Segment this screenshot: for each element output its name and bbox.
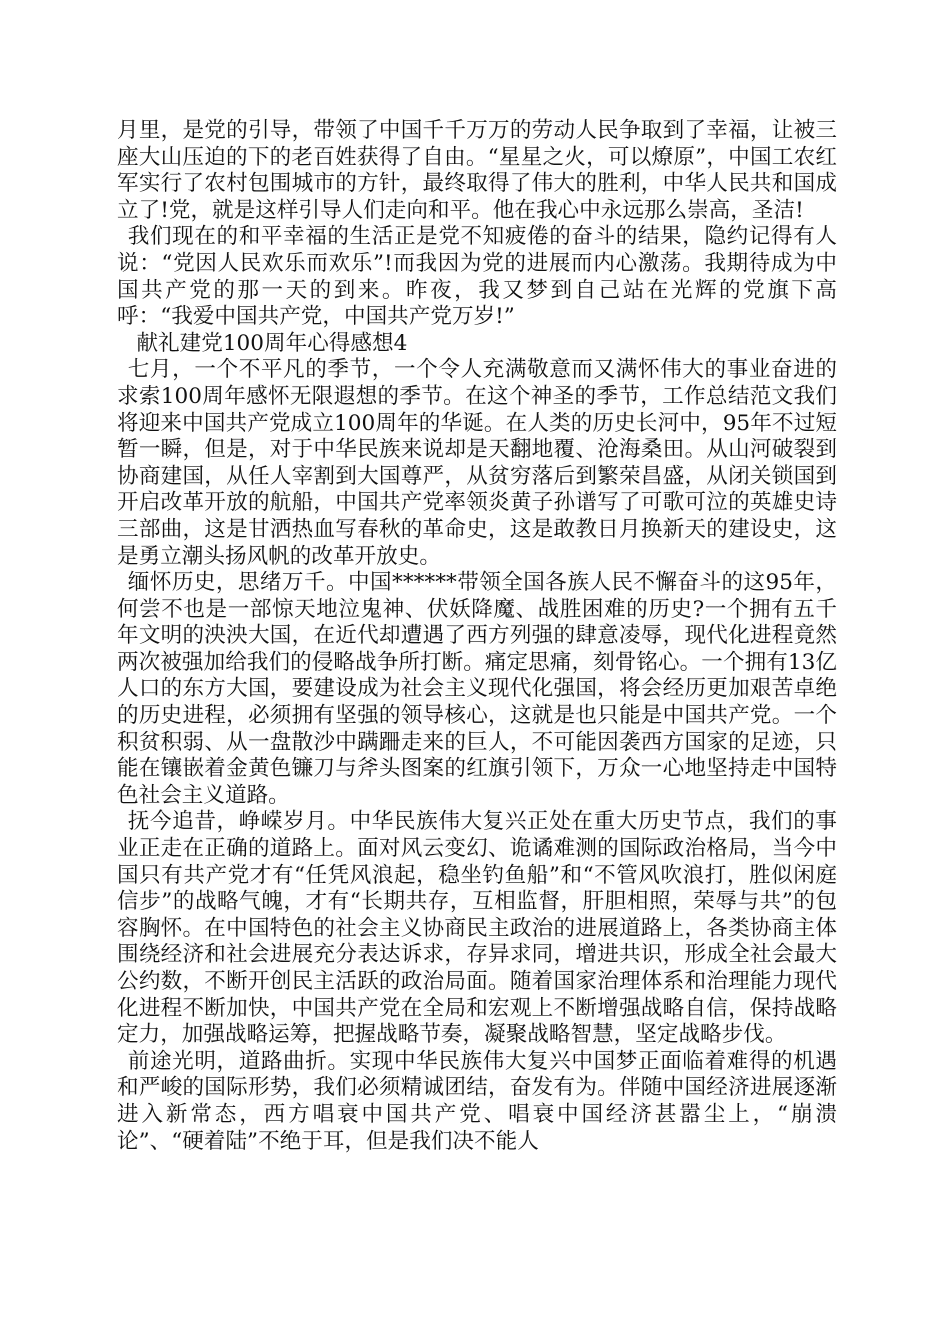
paragraph: 前途光明，道路曲折。实现中华民族伟大复兴中国梦正面临着难得的机遇和严峻的国际形势，我们必须精诚团结，奋发有为。伴随中国经济进展逐渐进入新常态，西方唱衰中国共产党、唱衰中国经济甚嚣尘上，“崩溃论”、“硬着陆”不绝于耳，但是我们决不能人 (117, 1048, 837, 1154)
paragraph: 抚今追昔，峥嵘岁月。中华民族伟大复兴正处在重大历史节点，我们的事业正走在正确的道路上。面对风云变幻、诡谲难测的国际政治格局，当今中国只有共产党才有“任凭风浪起，稳坐钓鱼船”和“不管风吹浪打，胜似闲庭信步”的战略气魄，才有“长期共存，互相监督，肝胆相照，荣辱与共”的包容胸怀。在中国特色的社会主义协商民主政治的进展道路上，各类协商主体围绕经济和社会进展充分表达诉求，存异求同，增进共识，形成全社会最大公约数，不断开创民主活跃的政治局面。随着国家治理体系和治理能力现代化进程不断加快，中国共产党在全局和宏观上不断增强战略自信，保持战略定力，加强战略运筹，把握战略节奏，凝聚战略智慧，坚定战略步伐。 (117, 809, 837, 1048)
section-heading: 献礼建党100周年心得感想4 (136, 330, 408, 356)
paragraph: 缅怀历史，思绪万千。中国******带领全国各族人民不懈奋斗的这95年，何尝不也是一部惊天地泣鬼神、伏妖降魔、战胜困难的历史?一个拥有五千年文明的泱泱大国，在近代却遭遇了西方列强的肆意凌辱，现代化进程竟然两次被强加给我们的侵略战争所打断。痛定思痛，刻骨铭心。一个拥有13亿人口的东方大国，要建设成为社会主义现代化强国，将会经历更加艰苦卓绝的历史进程，必须拥有坚强的领导核心，这就是也只能是中国共产党。一个积贫积弱、从一盘散沙中蹒跚走来的巨人，不可能因袭西方国家的足迹，只能在镶嵌着金黄色镰刀与斧头图案的红旗引领下，万众一心地坚持走中国特色社会主义道路。 (117, 570, 837, 808)
paragraph: 月里，是党的引导，带领了中国千千万万的劳动人民争取到了幸福，让被三座大山压迫的下的老百姓获得了自由。“星星之火，可以燎原”，中国工农红军实行了农村包围城市的方针，最终取得了伟大的胜利，中华人民共和国成立了!党，就是这样引导人们走向和平。他在我心中永远那么崇高，圣洁! (117, 118, 837, 223)
paragraph: 七月，一个不平凡的季节，一个令人充满敬意而又满怀伟大的事业奋进的求索100周年感怀无限遐想的季节。在这个神圣的季节，工作总结范文我们将迎来中国共产党成立100周年的华诞。在人类的历史长河中，95年不过短暂一瞬，但是，对于中华民族来说却是天翻地覆、沧海桑田。从山河破裂到协商建国，从任人宰割到大国尊严，从贫穷落后到繁荣昌盛，从闭关锁国到开启改革开放的航船，中国共产党率领炎黄子孙谱写了可歌可泣的英雄史诗三部曲，这是甘洒热血写春秋的革命史，这是敢教日月换新天的建设史，这是勇立潮头扬风帆的改革开放史。 (117, 357, 837, 569)
document-page (117, 118, 837, 1155)
paragraph: 我们现在的和平幸福的生活正是党不知疲倦的奋斗的结果，隐约记得有人说：“党因人民欢乐而欢乐”!而我因为党的进展而内心激荡。我期待成为中国共产党的那一天的到来。昨夜，我又梦到自己站在光辉的党旗下高呼：“我爱中国共产党，中国共产党万岁!” (117, 224, 837, 330)
